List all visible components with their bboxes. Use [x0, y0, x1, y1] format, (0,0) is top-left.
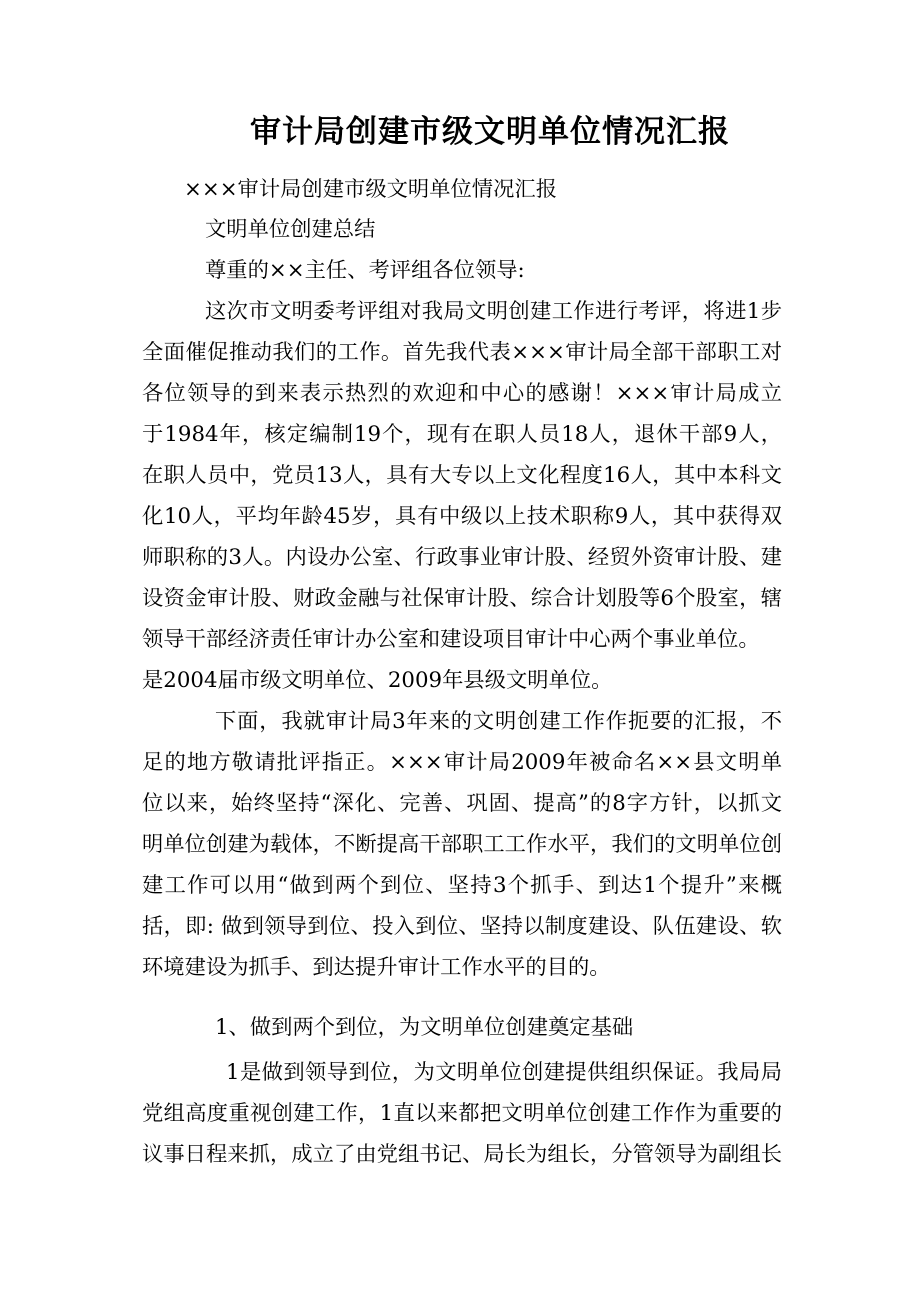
paragraph-line: 领导干部经济责任审计办公室和建设项目审计中心两个事业单位。: [142, 627, 760, 652]
document-subtitle: ×××审计局创建市级文明单位情况汇报: [184, 177, 557, 202]
paragraph-line: 位以来，始终坚持“深化、完善、巩固、提高”的8字方针，以抓文: [142, 791, 782, 816]
paragraph-line: 设资金审计股、财政金融与社保审计股、综合计划股等6个股室，辖: [142, 586, 782, 611]
paragraph-line: 各位领导的到来表示热烈的欢迎和中心的感谢！×××审计局成立: [142, 381, 782, 406]
salutation: 尊重的××主任、考评组各位领导:: [205, 258, 525, 283]
document-category: 文明单位创建总结: [205, 217, 376, 242]
paragraph-line: 环境建设为抓手、到达提升审计工作水平的目的。: [142, 955, 611, 980]
paragraph-line: 党组高度重视创建工作，1直以来都把文明单位创建工作作为重要的: [142, 1101, 782, 1126]
paragraph-line: 全面催促推动我们的工作。首先我代表×××审计局全部干部职工对: [142, 340, 782, 365]
paragraph-line: 在职人员中，党员13人，具有大专以上文化程度16人，其中本科文: [142, 463, 782, 488]
paragraph-line: 下面，我就审计局3年来的文明创建工作作扼要的汇报，不: [215, 709, 782, 734]
document-title: 审计局创建市级文明单位情况汇报: [250, 114, 730, 150]
paragraph-line: 于1984年，核定编制19个，现有在职人员18人，退休干部9人，: [142, 422, 782, 447]
paragraph-line: 议事日程来抓，成立了由党组书记、局长为组长，分管领导为副组长: [142, 1142, 782, 1167]
paragraph-line: 师职称的3人。内设办公室、行政事业审计股、经贸外资审计股、建: [142, 545, 782, 570]
paragraph-line: 是2004届市级文明单位、2009年县级文明单位。: [142, 668, 613, 693]
paragraph-line: 明单位创建为载体，不断提高干部职工工作水平，我们的文明单位创: [142, 832, 782, 857]
paragraph-line: 1是做到领导到位，为文明单位创建提供组织保证。我局局: [226, 1060, 782, 1085]
paragraph-line: 化10人，平均年龄45岁，具有中级以上技术职称9人，其中获得双: [142, 504, 782, 529]
paragraph-line: 这次市文明委考评组对我局文明创建工作进行考评，将进1步: [205, 299, 782, 324]
paragraph-line: 足的地方敬请批评指正。×××审计局2009年被命名××县文明单: [142, 750, 782, 775]
section-heading: 1、做到两个到位，为文明单位创建奠定基础: [215, 1015, 634, 1040]
paragraph-line: 建工作可以用“做到两个到位、坚持3个抓手、到达1个提升”来概: [142, 873, 782, 898]
paragraph-line: 括，即: 做到领导到位、投入到位、坚持以制度建设、队伍建设、软: [142, 914, 782, 939]
